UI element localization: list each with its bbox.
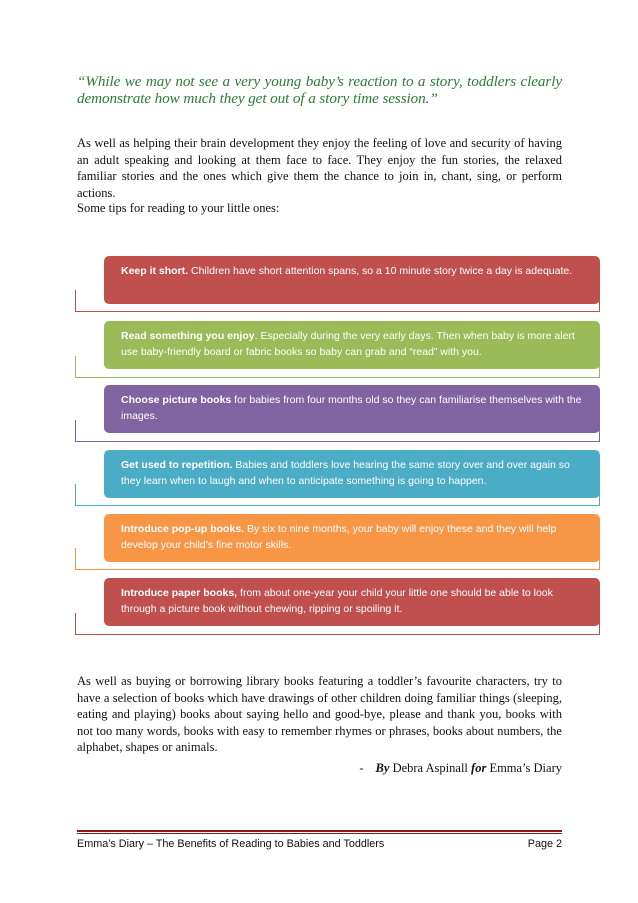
byline-by: By [375,761,390,775]
tip-bracket [75,548,600,570]
byline-dash: - [359,761,364,775]
tip-bold: Choose picture books [121,394,232,406]
tip-bold: Keep it short. [121,265,189,277]
tip-bar [104,385,600,433]
tip-bar [104,450,600,498]
tip-bold: Introduce paper books, [121,587,238,599]
tip-text: Children have short attention spans, so a 10 minute story twice a day is adequate. [188,265,573,277]
tip-bracket [75,356,600,378]
tip-bracket [75,420,600,442]
tip-text: Babies and toddlers love hearing the same story over and over again so they learn when to laugh and when to anticipate something is going to happen. [121,459,570,487]
tips-intro: Some tips for reading to your little ones: [77,201,280,215]
byline [359,761,562,776]
footer-rule-thin [77,833,562,834]
tip-bar [104,321,600,369]
tip-bold: Introduce pop-up books. [121,523,245,535]
page-footer [77,838,562,850]
footer-title: Emma’s Diary – The Benefits of Reading to Babies and Toddlers [77,838,385,850]
footer-rule [77,830,562,832]
pull-quote: “While we may not see a very young baby’s reaction to a story, toddlers clearly demonstrate how much they get out of a story time session.” [77,73,562,107]
tip-bracket [75,484,600,506]
tip-text: . Especially during the very early days. Then when baby is more alert use baby-friendly board or fabric books so baby can grab and “read” with you. [121,330,575,358]
byline-publication: Emma’s Diary [486,761,562,775]
tip-text: from about one-year your child your little one should be able to look through a picture book without chewing, ripping or spoiling it. [121,587,553,615]
tip-text: for babies from four months old so they can familiarise themselves with the images. [121,394,582,422]
tip-bar [104,256,600,304]
intro-paragraph: As well as helping their brain development they enjoy the feeling of love and security of having an adult speaking and looking at them face to face. They enjoy the fun stories, the relaxed familiar stories and the ones which give them the chance to join in, chant, sing, or perform actions. [77,136,562,200]
tip-text: By six to nine months, your baby will enjoy these and they will help develop your child’s fine motor skills. [121,523,557,551]
tip-bracket [75,290,600,312]
byline-for: for [471,761,487,775]
tip-bold: Get used to repetition. [121,459,233,471]
tip-bar [104,578,600,626]
byline-author: Debra Aspinall [389,761,472,775]
tip-bold: Read something you enjoy [121,330,255,342]
closing-paragraph: As well as buying or borrowing library books featuring a toddler’s favourite characters, try to have a selection of books which have drawings of other children doing familiar things (sleeping, eating and playing) books about saying hello and good-bye, please and thank you, books with not too many words, books with easy to remember rhymes or phrases, books about numbers, the alphabet, shapes or animals. [77,674,562,754]
tip-bracket [75,613,600,635]
page-number: Page 2 [527,838,562,850]
tip-bar [104,514,600,562]
